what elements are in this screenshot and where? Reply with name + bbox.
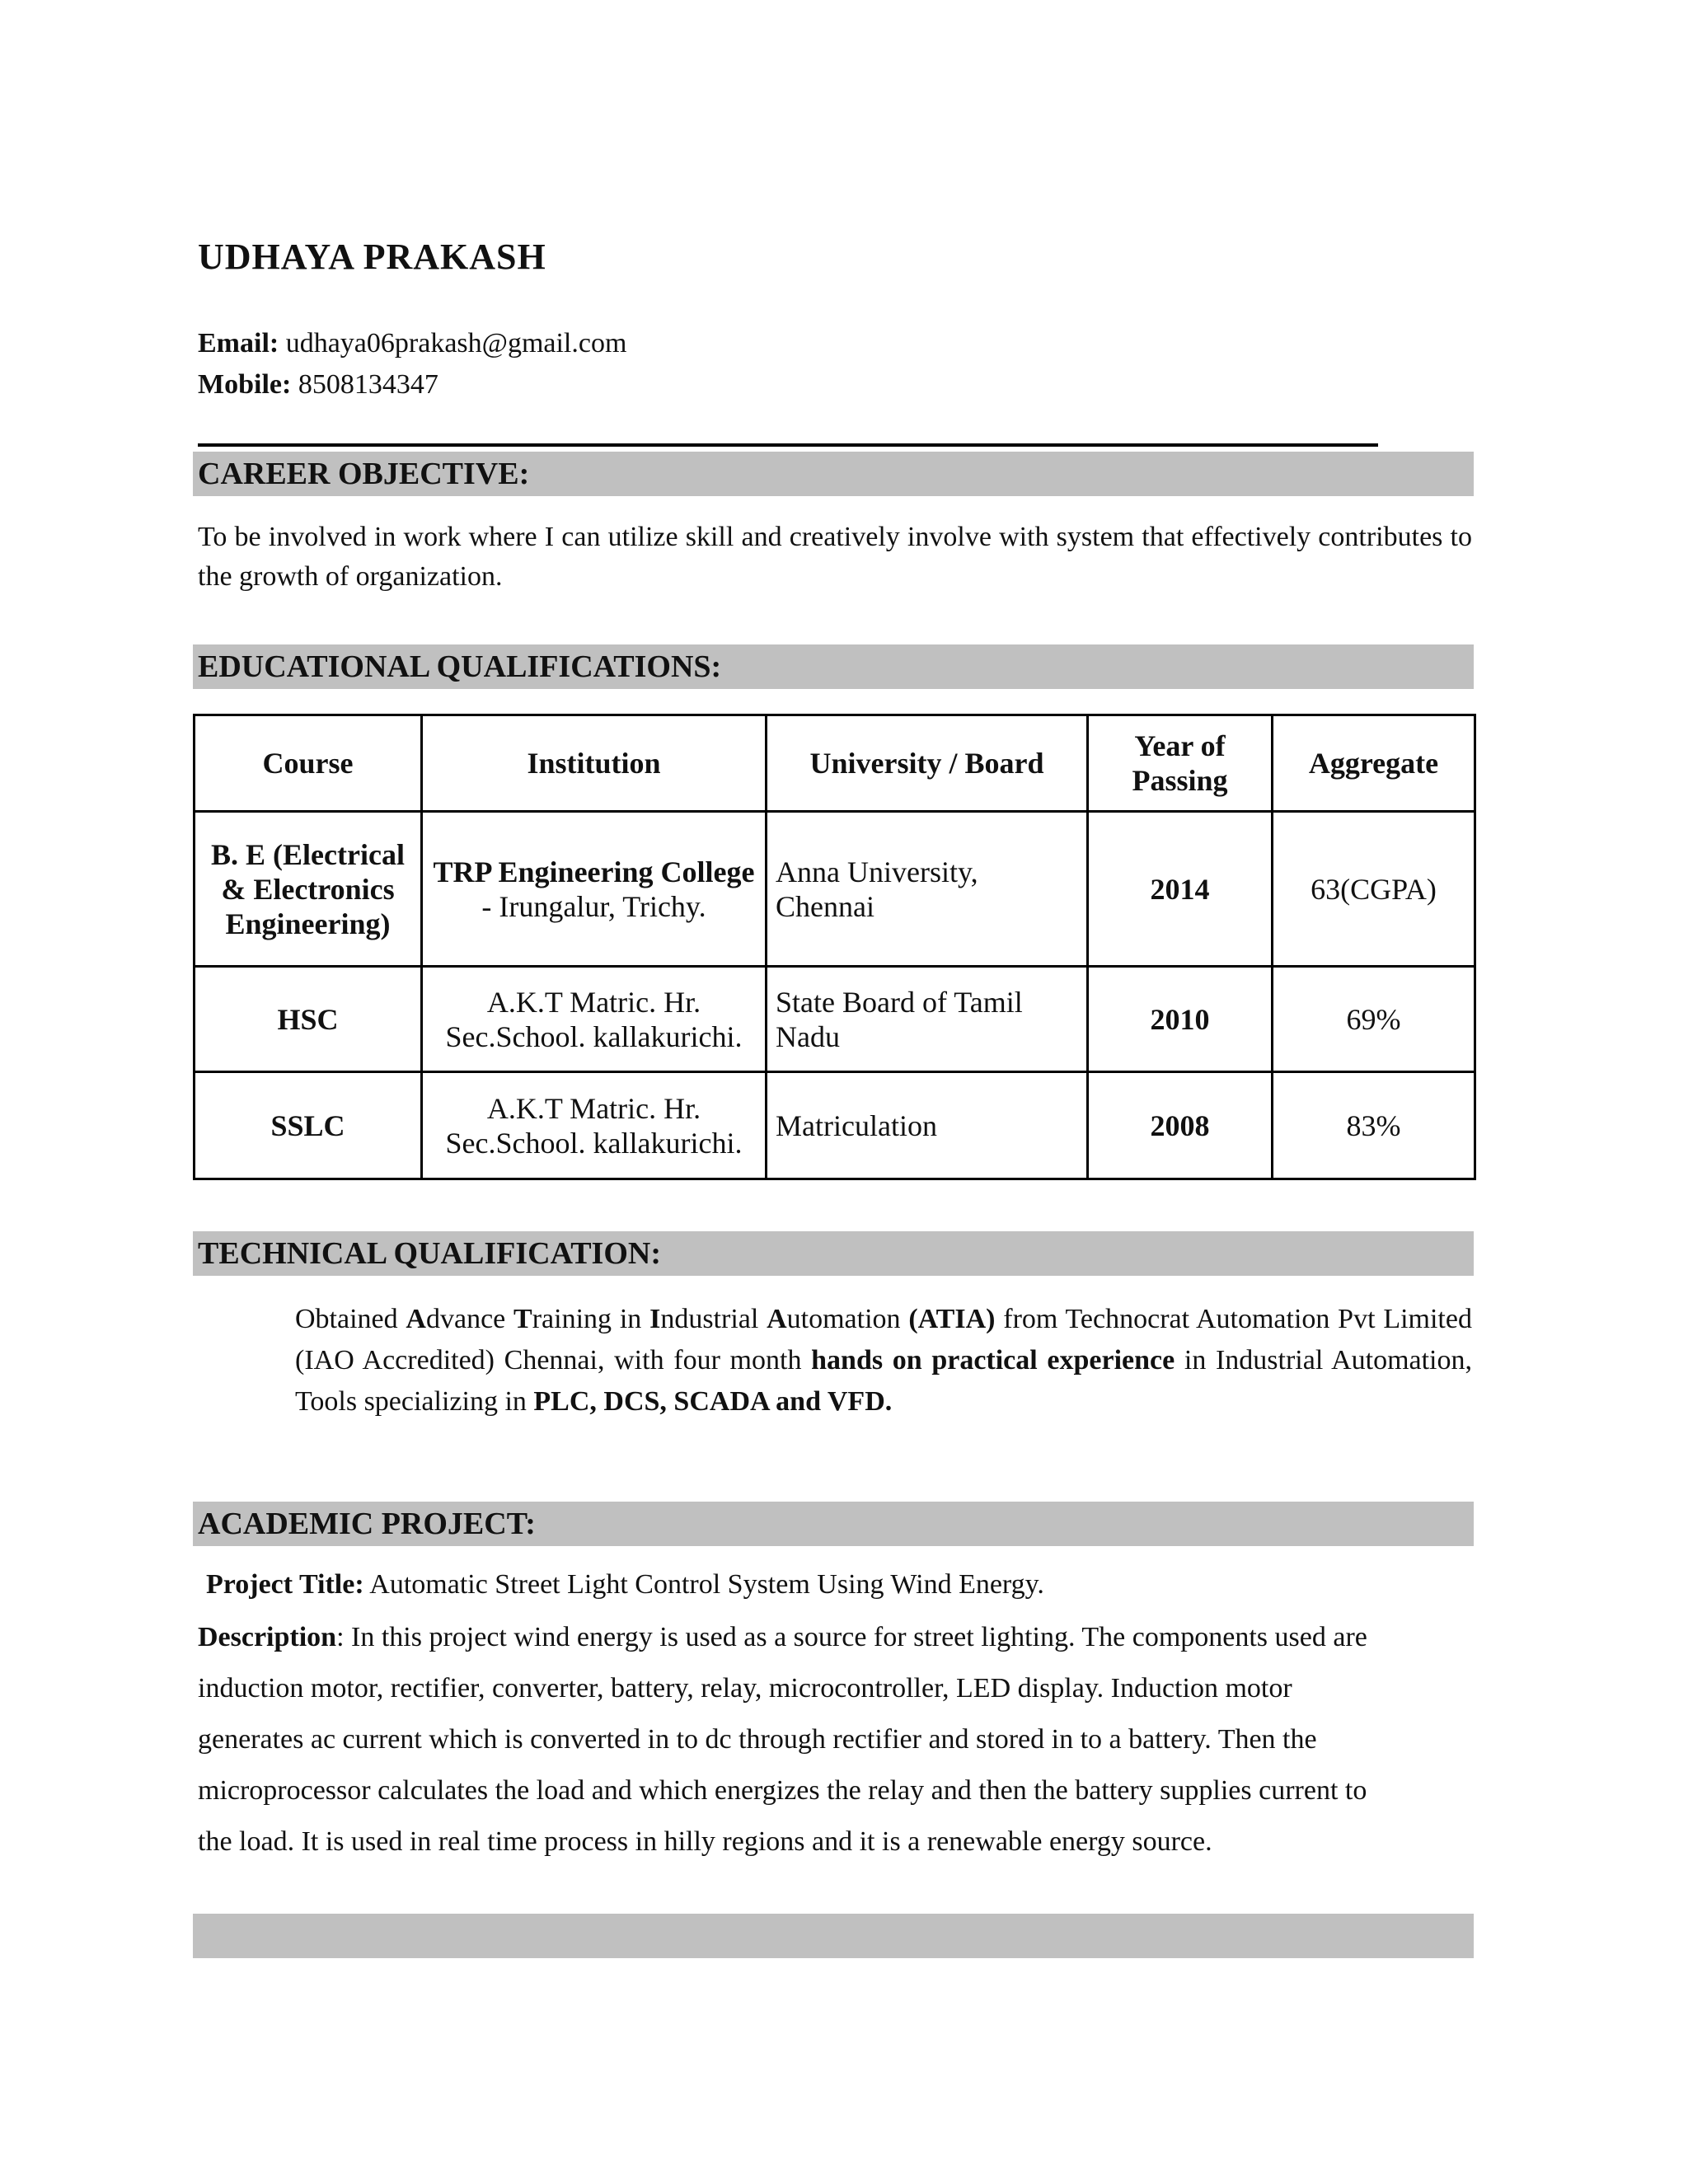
technical-text-segment: Obtained xyxy=(295,1304,406,1334)
technical-text-segment: dvance xyxy=(425,1304,514,1334)
project-description-text: : In this project wind energy is used as a source for street lighting. The components used are xyxy=(336,1622,1367,1652)
table-row xyxy=(195,1072,1475,1179)
institution-name-bold: TRP Engineering College xyxy=(433,855,755,888)
email-label: Email: xyxy=(198,328,279,359)
technical-text-segment: from Technocrat Automation Pvt Limited (IAO Accredited) Chennai, with four month xyxy=(295,1304,1472,1376)
email-value: udhaya06prakash@gmail.com xyxy=(285,328,627,359)
column-header-institution: Institution xyxy=(422,715,767,812)
year-cell: 2010 xyxy=(1088,967,1273,1072)
technical-text-segment: ndustrial xyxy=(660,1304,767,1334)
project-description-line: the load. It is used in real time process in hilly regions and it is a renewable energy source. xyxy=(198,1826,1212,1857)
institution-cell xyxy=(422,967,767,1072)
mobile-label: Mobile: xyxy=(198,369,292,400)
technical-bold-segment: PLC, DCS, SCADA and VFD. xyxy=(533,1386,893,1417)
course-cell: B. E (Electrical & Electronics Engineering) xyxy=(195,812,422,967)
technical-qualification-text xyxy=(295,1299,1472,1422)
year-cell: 2014 xyxy=(1088,812,1273,967)
column-header-aggregate: Aggregate xyxy=(1273,715,1475,812)
column-header-university: University / Board xyxy=(767,715,1088,812)
section-heading-technical: TECHNICAL QUALIFICATION: xyxy=(193,1231,1474,1276)
technical-bold-segment: A xyxy=(767,1304,787,1334)
project-description-line: microprocessor calculates the load and which energizes the relay and then the battery supplies current to xyxy=(198,1775,1367,1806)
institution-cell xyxy=(422,1072,767,1179)
institution-rest: A.K.T Matric. Hr. Sec.School. kallakurichi. xyxy=(445,1091,743,1160)
table-row xyxy=(195,967,1475,1072)
course-cell: SSLC xyxy=(195,1072,422,1179)
career-objective-text: To be involved in work where I can utilize skill and creatively involve with system that effectively contributes to the growth of organization. xyxy=(198,522,1472,592)
project-description-line: induction motor, rectifier, converter, battery, relay, microcontroller, LED display. Induction motor xyxy=(198,1673,1292,1704)
technical-text-segment: in Industrial Automation, Tools specializing in xyxy=(295,1345,1473,1417)
section-heading-career: CAREER OBJECTIVE: xyxy=(193,452,1474,496)
column-header-course: Course xyxy=(195,715,422,812)
institution-rest: - Irungalur, Trichy. xyxy=(481,889,706,923)
project-title-line xyxy=(206,1569,1475,1601)
institution-rest: A.K.T Matric. Hr. Sec.School. kallakurichi. xyxy=(445,985,743,1053)
table-row xyxy=(195,812,1475,967)
institution-cell xyxy=(422,812,767,967)
technical-bold-segment: (ATIA) xyxy=(908,1304,996,1334)
column-header-year: Year of Passing xyxy=(1088,715,1273,812)
technical-bold-segment: I xyxy=(649,1304,661,1334)
year-cell: 2008 xyxy=(1088,1072,1273,1179)
section-heading-education: EDUCATIONAL QUALIFICATIONS: xyxy=(193,644,1474,689)
aggregate-cell: 69% xyxy=(1273,967,1475,1072)
mobile-line xyxy=(198,369,438,401)
empty-section-bar xyxy=(193,1914,1474,1958)
email-line xyxy=(198,328,626,359)
board-cell: Matriculation xyxy=(767,1072,1088,1179)
course-cell: HSC xyxy=(195,967,422,1072)
aggregate-cell: 63(CGPA) xyxy=(1273,812,1475,967)
technical-bold-segment: T xyxy=(513,1304,532,1334)
board-cell: Anna University, Chennai xyxy=(767,812,1088,967)
header-divider xyxy=(198,443,1378,447)
candidate-name: UDHAYA PRAKASH xyxy=(198,237,546,277)
technical-bold-segment: A xyxy=(406,1304,426,1334)
table-header-row xyxy=(195,715,1475,812)
project-description-line: generates ac current which is converted in to dc through rectifier and stored in to a battery. Then the xyxy=(198,1724,1317,1755)
aggregate-cell: 83% xyxy=(1273,1072,1475,1179)
technical-bold-segment: hands on practical experience xyxy=(811,1345,1175,1376)
technical-text-segment: raining in xyxy=(532,1304,650,1334)
section-heading-project: ACADEMIC PROJECT: xyxy=(193,1502,1474,1546)
project-description-line xyxy=(198,1622,1467,1653)
project-description-label: Description xyxy=(198,1622,337,1652)
project-title-label: Project Title: xyxy=(206,1569,364,1600)
education-table xyxy=(193,714,1476,1180)
board-cell: State Board of Tamil Nadu xyxy=(767,967,1088,1072)
technical-text-segment: utomation xyxy=(786,1304,909,1334)
project-title-value: Automatic Street Light Control System Using Wind Energy. xyxy=(363,1569,1044,1600)
mobile-value: 8508134347 xyxy=(298,369,438,400)
